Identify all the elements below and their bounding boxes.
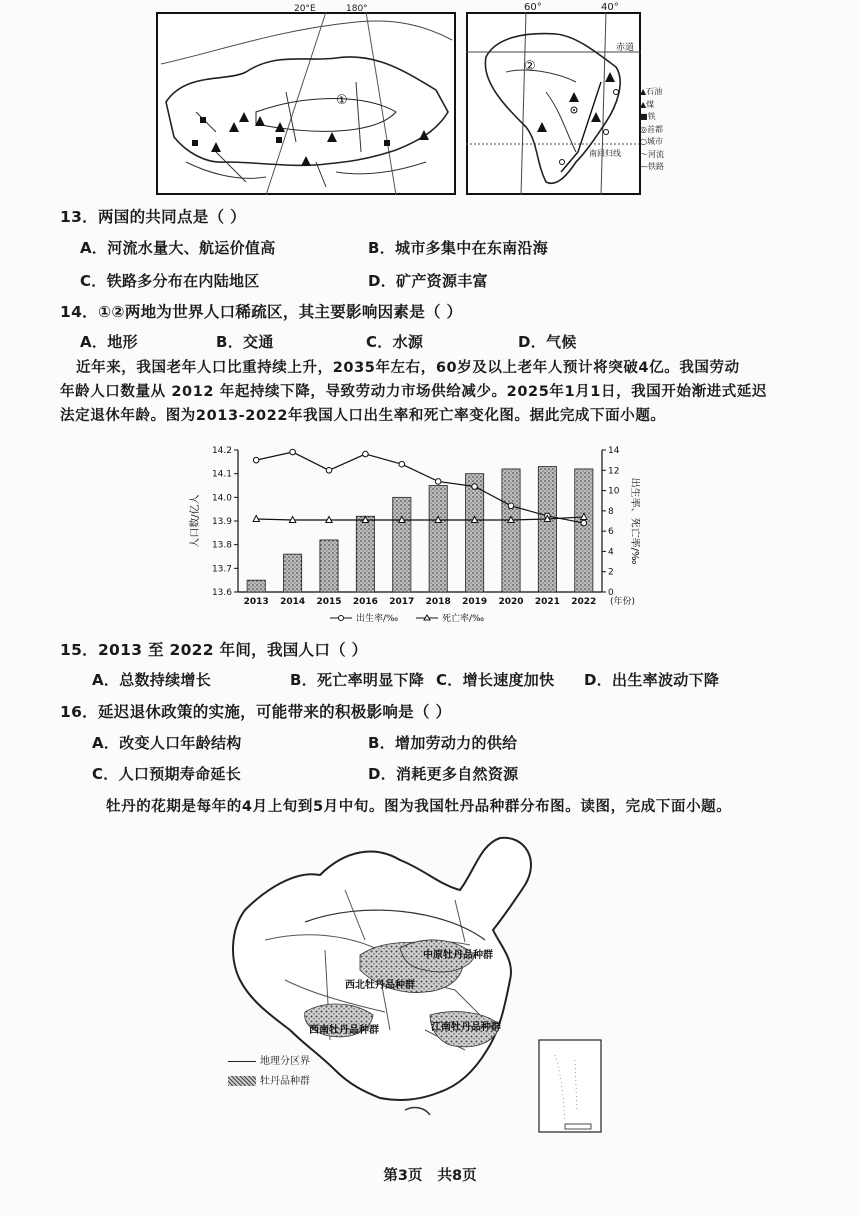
legend-birth-label: 出生率/‰ — [356, 614, 399, 624]
x-tick-label: 2015 — [316, 597, 342, 607]
population-bar — [247, 580, 265, 592]
legend-birth-marker — [339, 616, 344, 621]
passage-1-line-3: 法定退休年龄。图为2013-2022年我国人口出生率和死亡率变化图。据此完成下面小题。 — [60, 408, 666, 424]
legend-coal: ▲煤 — [640, 99, 655, 109]
population-bar — [284, 554, 302, 592]
population-bar — [502, 469, 520, 592]
population-bar — [393, 497, 411, 592]
birth-rate-point — [326, 467, 332, 473]
x-tick-label: 2014 — [280, 597, 306, 607]
brazil-map — [466, 2, 641, 195]
legend-boundary: 地理分区界 — [228, 1052, 310, 1072]
q14-option-a[interactable]: A．地形 — [80, 333, 138, 351]
birth-rate-point — [290, 449, 296, 455]
q13-option-d[interactable]: D．矿产资源丰富 — [368, 272, 488, 290]
q14-option-b[interactable]: B．交通 — [216, 333, 274, 351]
population-bar — [466, 474, 484, 592]
birth-rate-point — [581, 520, 587, 526]
population-chart-svg — [180, 440, 640, 630]
right-tick-label: 0 — [608, 588, 614, 598]
q15-option-d[interactable]: D．出生率波动下降 — [584, 671, 720, 689]
birth-rate-point — [399, 461, 405, 467]
death-rate-line — [256, 517, 584, 520]
population-bar — [538, 467, 556, 592]
y2-axis-label: 出生率、死亡率/‰ — [629, 477, 640, 565]
q16-option-c[interactable]: C．人口预期寿命延长 — [92, 765, 242, 783]
china-map-legend — [228, 1052, 310, 1092]
area-1-marker: ① — [336, 93, 348, 108]
top-map-legend — [640, 86, 690, 174]
lon-label-40: 40° — [601, 2, 619, 13]
q16-stem: 16．延迟退休政策的实施，可能带来的积极影响是（ ） — [60, 703, 452, 721]
left-tick-label: 13.7 — [211, 564, 232, 575]
q14-option-d[interactable]: D．气候 — [518, 333, 577, 351]
left-tick-label: 14.2 — [211, 446, 232, 456]
left-tick-label: 14.0 — [211, 493, 232, 504]
lon-label-20e: 20°E — [294, 4, 316, 14]
population-bar — [429, 486, 447, 593]
passage-1 — [60, 356, 780, 428]
population-bar — [356, 516, 374, 592]
label-zhongyuan: 中原牡丹品种群 — [423, 950, 493, 961]
left-tick-label: 14.1 — [211, 469, 232, 480]
label-jiangnan: 江南牡丹品种群 — [431, 1022, 501, 1033]
right-tick-label: 10 — [608, 486, 620, 497]
legend-iron: ■铁 — [640, 112, 656, 121]
page-footer: 第3页 共8页 — [383, 1168, 477, 1184]
q13-option-b[interactable]: B．城市多集中在东南沿海 — [368, 239, 549, 257]
right-tick-label: 12 — [608, 466, 620, 477]
x-tick-label: 2013 — [243, 597, 269, 607]
legend-peony: 牡丹品种群 — [228, 1072, 310, 1092]
right-tick-label: 2 — [608, 567, 614, 578]
population-bar — [320, 540, 338, 592]
birth-rate-point — [435, 479, 441, 485]
population-bar — [575, 469, 593, 592]
russia-map — [156, 4, 456, 195]
legend-capital: ◎首都 — [640, 124, 663, 134]
q13-option-a[interactable]: A．河流水量大、航运价值高 — [80, 239, 276, 257]
x-tick-label: 2022 — [571, 597, 597, 607]
y-axis-label: 人口数/亿人 — [190, 494, 201, 548]
birth-rate-point — [253, 457, 259, 463]
x-tick-label: 2019 — [462, 597, 488, 607]
q15-option-a[interactable]: A．总数持续增长 — [92, 671, 212, 689]
right-tick-label: 4 — [608, 547, 614, 558]
x-tick-label: 2017 — [389, 597, 415, 607]
x-tick-label: 2021 — [534, 597, 560, 607]
x-tick-label: 2018 — [425, 597, 451, 607]
legend-city: ○城市 — [640, 137, 663, 146]
right-tick-label: 6 — [608, 527, 614, 538]
q16-option-a[interactable]: A．改变人口年龄结构 — [92, 734, 242, 752]
equator-label: 赤道 — [616, 43, 635, 53]
birth-rate-point — [363, 451, 369, 457]
right-tick-label: 8 — [608, 506, 614, 517]
legend-oil: ▲石油 — [640, 87, 663, 96]
population-chart — [180, 440, 640, 630]
birth-rate-point — [508, 503, 514, 509]
left-tick-label: 13.6 — [211, 588, 232, 598]
x-tick-label: 2016 — [352, 597, 378, 607]
q14-stem: 14．①②两地为世界人口稀疏区，其主要影响因素是（ ） — [60, 303, 463, 321]
q13-stem: 13．两国的共同点是（ ） — [60, 208, 246, 226]
left-tick-label: 13.8 — [211, 540, 232, 551]
legend-death-label: 死亡率/‰ — [442, 614, 485, 624]
q13-option-c[interactable]: C．铁路多分布在内陆地区 — [80, 272, 260, 290]
birth-rate-line — [256, 452, 584, 523]
passage-1-line-1: 近年来，我国老年人口比重持续上升，2035年左右，60岁及以上老年人预计将突破4亿。我国劳动 — [76, 360, 740, 376]
q15-stem: 15．2013 至 2022 年间，我国人口（ ） — [60, 641, 368, 659]
q15-option-b[interactable]: B．死亡率明显下降 — [290, 671, 425, 689]
area-2-marker: ② — [524, 59, 536, 74]
x-axis-label: (年份) — [610, 597, 636, 607]
legend-railway: —铁路 — [640, 162, 664, 171]
legend-river: 〜河流 — [640, 149, 664, 159]
birth-rate-point — [472, 484, 478, 490]
left-tick-label: 13.9 — [211, 517, 232, 527]
passage-1-line-2: 年龄人口数量从 2012 年起持续下降，导致劳动力市场供给减少。2025年1月1日，我国开始渐进式延迟 — [60, 384, 768, 400]
q15-option-c[interactable]: C．增长速度加快 — [436, 671, 555, 689]
right-tick-label: 14 — [608, 446, 620, 456]
lon-label-180: 180° — [346, 4, 368, 14]
q16-option-b[interactable]: B．增加劳动力的供给 — [368, 734, 518, 752]
lon-label-60: 60° — [524, 2, 542, 13]
label-xibei: 西北牡丹品种群 — [345, 980, 415, 991]
q14-option-c[interactable]: C．水源 — [366, 333, 424, 351]
x-tick-label: 2020 — [498, 597, 524, 607]
q16-option-d[interactable]: D．消耗更多自然资源 — [368, 765, 519, 783]
tropic-label: 南回归线 — [589, 149, 621, 158]
label-xinan: 西南牡丹品种群 — [309, 1025, 379, 1036]
passage-2: 牡丹的花期是每年的4月上旬到5月中旬。图为我国牡丹品种群分布图。读图，完成下面小题。 — [106, 799, 732, 815]
